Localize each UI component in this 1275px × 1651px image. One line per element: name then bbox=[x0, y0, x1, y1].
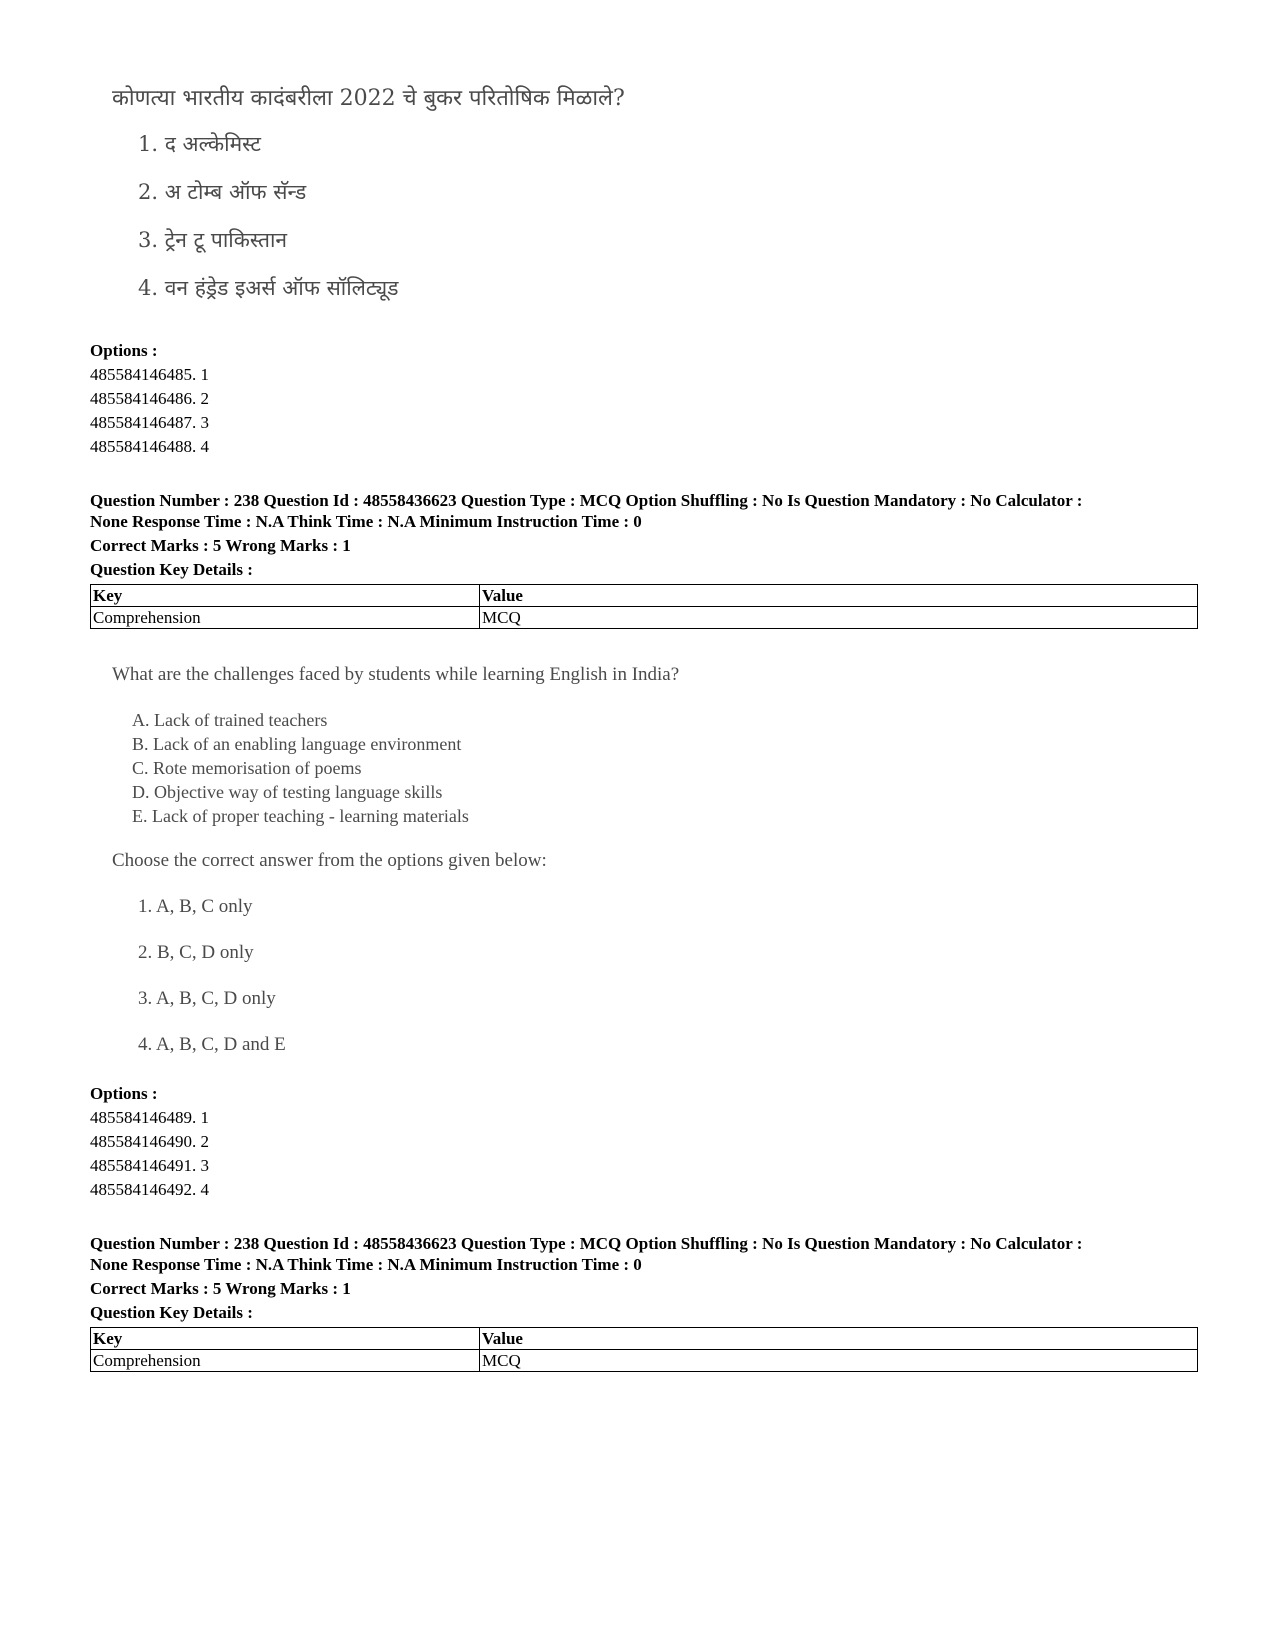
table-header-row bbox=[91, 1328, 1198, 1350]
question2-statement: E. Lack of proper teaching - learning materials bbox=[132, 806, 469, 826]
question2-choice: 2. B, C, D only bbox=[138, 942, 254, 963]
key-details-table bbox=[90, 1327, 1198, 1372]
table-cell-key: Comprehension bbox=[91, 607, 480, 629]
marks-line: Correct Marks : 5 Wrong Marks : 1 bbox=[90, 1279, 351, 1298]
question1-choice: 3. ट्रेन टू पाकिस्तान bbox=[138, 228, 288, 252]
question-meta-line1: Question Number : 238 Question Id : 48558436623 Question Type : MCQ Option Shuffling : No Is Question Mandatory : No Calculator : bbox=[90, 1234, 1083, 1253]
question1-choice: 1. द अल्केमिस्ट bbox=[138, 132, 261, 156]
option-id: 485584146492. 4 bbox=[90, 1180, 209, 1199]
option-id: 485584146487. 3 bbox=[90, 413, 209, 432]
table-header-value: Value bbox=[480, 1328, 1198, 1350]
table-header-key: Key bbox=[91, 1328, 480, 1350]
question2-choice: 1. A, B, C only bbox=[138, 896, 253, 917]
question2-choice: 3. A, B, C, D only bbox=[138, 988, 276, 1009]
question2-stem: What are the challenges faced by students while learning English in India? bbox=[112, 664, 680, 685]
table-row bbox=[91, 607, 1198, 629]
table-row bbox=[91, 1350, 1198, 1372]
question-meta-line2: None Response Time : N.A Think Time : N.A Minimum Instruction Time : 0 bbox=[90, 1255, 642, 1274]
question2-choice: 4. A, B, C, D and E bbox=[138, 1034, 286, 1055]
question2-statement: A. Lack of trained teachers bbox=[132, 710, 328, 730]
option-id: 485584146488. 4 bbox=[90, 437, 209, 456]
option-id: 485584146491. 3 bbox=[90, 1156, 209, 1175]
marks-line: Correct Marks : 5 Wrong Marks : 1 bbox=[90, 536, 351, 555]
question1-choice: 4. वन हंड्रेड इअर्स ऑफ सॉलिट्यूड bbox=[138, 276, 399, 300]
option-id: 485584146490. 2 bbox=[90, 1132, 209, 1151]
option-id: 485584146486. 2 bbox=[90, 389, 209, 408]
table-header-key: Key bbox=[91, 585, 480, 607]
question2-instruction: Choose the correct answer from the options given below: bbox=[112, 850, 547, 871]
table-header-row bbox=[91, 585, 1198, 607]
key-details-table bbox=[90, 584, 1198, 629]
question1-choice: 2. अ टोम्ब ऑफ सॅन्ड bbox=[138, 180, 307, 204]
key-details-label: Question Key Details : bbox=[90, 1303, 253, 1322]
options-label: Options : bbox=[90, 341, 158, 360]
key-details-label: Question Key Details : bbox=[90, 560, 253, 579]
question-meta bbox=[90, 490, 1200, 532]
table-header-value: Value bbox=[480, 585, 1198, 607]
table-cell-value: MCQ bbox=[480, 1350, 1198, 1372]
table-cell-key: Comprehension bbox=[91, 1350, 480, 1372]
question-meta bbox=[90, 1233, 1200, 1275]
options-label: Options : bbox=[90, 1084, 158, 1103]
question-meta-line2: None Response Time : N.A Think Time : N.A Minimum Instruction Time : 0 bbox=[90, 512, 642, 531]
option-id: 485584146489. 1 bbox=[90, 1108, 209, 1127]
question2-statement: B. Lack of an enabling language environment bbox=[132, 734, 462, 754]
option-id: 485584146485. 1 bbox=[90, 365, 209, 384]
question-meta-line1: Question Number : 238 Question Id : 48558436623 Question Type : MCQ Option Shuffling : No Is Question Mandatory : No Calculator : bbox=[90, 491, 1083, 510]
question2-statement: D. Objective way of testing language skills bbox=[132, 782, 443, 802]
question1-stem: कोणत्या भारतीय कादंबरीला 2022 चे बुकर परितोषिक मिळाले? bbox=[112, 86, 625, 111]
question2-statement: C. Rote memorisation of poems bbox=[132, 758, 362, 778]
table-cell-value: MCQ bbox=[480, 607, 1198, 629]
